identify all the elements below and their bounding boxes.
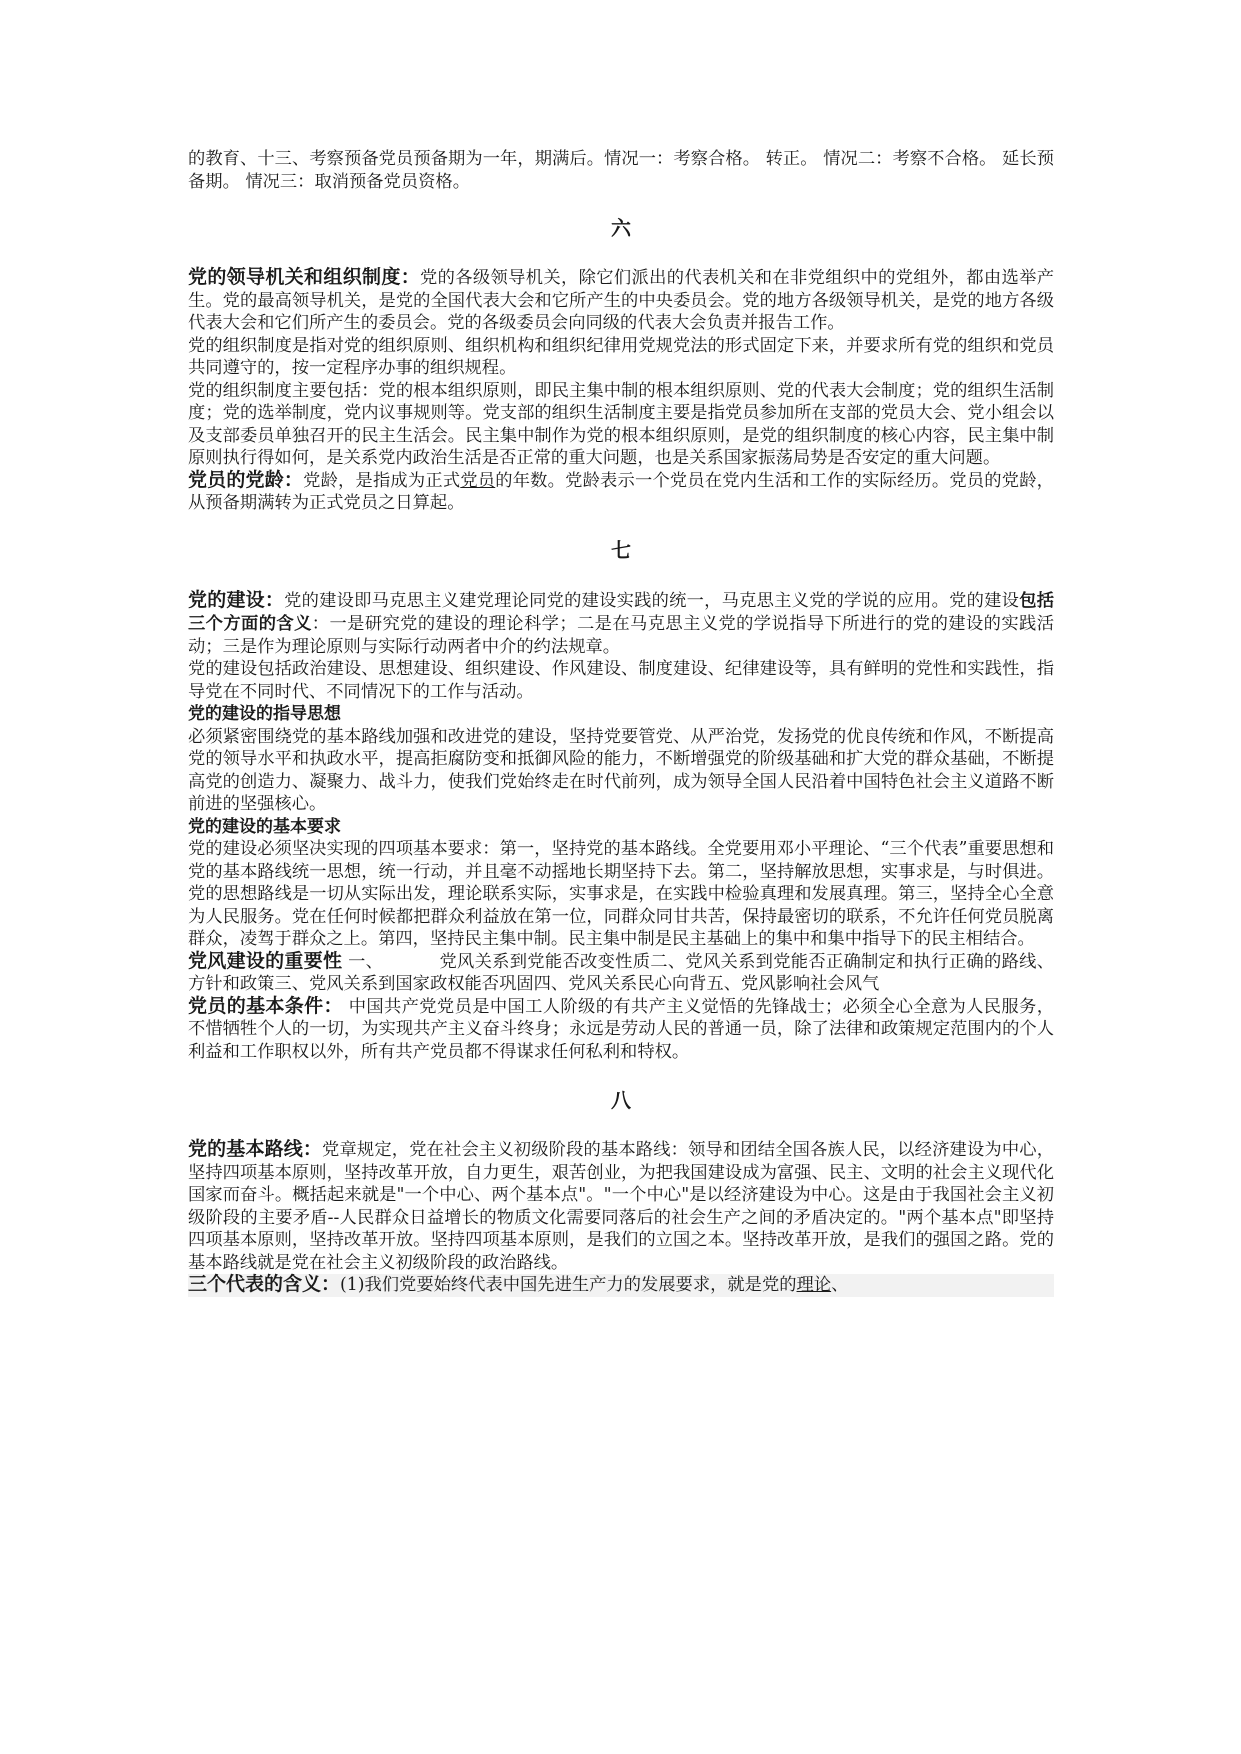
subheading-basic-requirements: 党的建设的基本要求	[188, 816, 341, 836]
subheading-guiding-thought: 党的建设的指导思想	[188, 704, 341, 723]
text-member-conditions: 中国共产党党员是中国工人阶级的有共产主义觉悟的先锋战士；必须全心全意为人民服务，不惜牺牲个人的一切，为实现共产主义奋斗终身；永远是劳动人民的普通一员，除了法律和政策规定范围内的个人利益和工作职权以外，所有共产党员都不得谋求任何私利和特权。	[188, 996, 1054, 1062]
paragraph-party-building-scope: 党的建设包括政治建设、思想建设、组织建设、作风建设、制度建设、纪律建设等，具有鲜明的党性和实践性，指导党在不同时代、不同情况下的工作与活动。	[188, 659, 1054, 702]
paragraph-basic-line	[188, 1139, 1054, 1274]
theory-link[interactable]: 理论	[796, 1275, 832, 1295]
paragraph-top: 的教育、十三、考察预备党员预备期为一年，期满后。情况一：考察合格。 转正。 情况二：考察不合格。 延长预备期。 情况三：取消预备党员资格。	[188, 149, 1054, 192]
party-member-link[interactable]: 党员	[460, 470, 496, 491]
section-heading-eight: 八	[611, 1090, 631, 1112]
paragraph-three-represents	[188, 1274, 1054, 1297]
paragraph-guiding-thought: 必须紧密围绕党的基本路线加强和改进党的建设，坚持党要管党、从严治党，发扬党的优良传统和作风，不断提高党的领导水平和执政水平，提高拒腐防变和抵御风险的能力，不断增强党的阶级基础和扩大党的群众基础，不断提高党的创造力、凝聚力、战斗力，使我们党始终走在时代前列，成为领导全国人民沿着中国特色社会主义道路不断前进的坚强核心。	[188, 726, 1054, 814]
term-leadership-organs: 党的领导机关和组织制度：	[188, 267, 421, 288]
paragraph-basic-requirements: 党的建设必须坚决实现的四项基本要求：第一，坚持党的基本路线。全党要用邓小平理论、“三个代表”重要思想和党的基本路线统一思想，统一行动，并且毫不动摇地长期坚持下去。第二，坚持解放思想，实事求是，与时俱进。党的思想路线是一切从实际出发，理论联系实际，实事求是，在实践中检验真理和发展真理。第三，坚持全心全意为人民服务。党在任何时候都把群众利益放在第一位，同群众同甘共苦，保持最密切的联系，不允许任何党员脱离群众，凌驾于群众之上。第四，坚持民主集中制。民主集中制是民主基础上的集中和集中指导下的民主相结合。	[188, 839, 1054, 949]
paragraph-member-conditions	[188, 996, 1054, 1064]
text-three-aspects: 包括三个方面的含义	[188, 589, 1054, 633]
text-party-age-a: 党龄，是指成为正式	[303, 470, 461, 491]
paragraph-party-style	[188, 951, 1054, 996]
paragraph-organization-system: 党的组织制度是指对党的组织原则、组织机构和组织纪律用党规党法的形式固定下来，并要求所有党的组织和党员共同遵守的，按一定程序办事的组织规程。	[188, 335, 1054, 378]
text-party-style: 党风关系到党能否改变性质二、党风关系到党能否正确制定和执行正确的路线、方针和政策三、党风关系到国家政权能否巩固四、党风关系民心向背五、党风影响社会风气	[188, 951, 1054, 994]
term-member-conditions: 党员的基本条件：	[188, 995, 343, 1017]
paragraph-organization-system-content: 党的组织制度主要包括：党的根本组织原则，即民主集中制的根本组织原则、党的代表大会制度；党的组织生活制度；党的选举制度，党内议事规则等。党支部的组织生活制度主要是指党员参加所在支部的党员大会、党小组会以及支部委员单独召开的民主生活会。民主集中制作为党的根本组织原则，是党的组织制度的核心内容，民主集中制原则执行得如何，是关系党内政治生活是否正常的重大问题，也是关系国家振荡局势是否安定的重大问题。	[188, 380, 1054, 468]
document-page	[188, 148, 1054, 1297]
paragraph-leadership-organs	[188, 267, 1054, 335]
term-three-represents: 三个代表的含义：	[188, 1274, 341, 1295]
text-party-building-a: 党的建设即马克思主义建党理论同党的建设实践的统一，马克思主义党的学说的应用。党的建设	[284, 590, 1020, 611]
section-heading-six: 六	[611, 218, 631, 240]
term-party-building: 党的建设：	[188, 589, 285, 611]
text-basic-line: 党章规定，党在社会主义初级阶段的基本路线：领导和团结全国各族人民，以经济建设为中心，坚持四项基本原则，坚持改革开放，自力更生，艰苦创业，为把我国建设成为富强、民主、文明的社会主义现代化国家而奋斗。概括起来就是"一个中心、两个基本点"。"一个中心"是以经济建设为中心。这是由于我国社会主义初级阶段的主要矛盾--人民群众日益增长的物质文化需要同落后的社会生产之间的矛盾决定的。"两个基本点"即坚持四项基本原则，坚持改革开放。坚持四项基本原则，是我们的立国之本。坚持改革开放，是我们的强国之路。党的基本路线就是党在社会主义初级阶段的政治路线。	[188, 1140, 1054, 1273]
text-leadership-organs: 党的各级领导机关，除它们派出的代表机关和在非党组织中的党组外，都由选举产生。党的最高领导机关，是党的全国代表大会和它所产生的中央委员会。党的地方各级领导机关，是党的地方各级代表大会和它们所产生的委员会。党的各级委员会向同级的代表大会负责并报告工作。	[188, 268, 1054, 333]
text-three-represents-a: (1)我们党要始终代表中国先进生产力的发展要求，就是党的	[340, 1275, 797, 1295]
section-heading-seven: 七	[611, 539, 631, 562]
paragraph-party-age	[188, 470, 1054, 515]
term-party-style: 党风建设的重要性	[188, 950, 343, 972]
paragraph-party-building	[188, 589, 1054, 659]
text-party-age-b: 的年数。党龄表示一个党员在党内生活和工作的实际经历。党员的党龄，从预备期满转为正式党员之日算起。	[188, 470, 1054, 513]
term-basic-line: 党的基本路线：	[188, 1139, 323, 1160]
text-party-building-b: ：一是研究党的建设的理论科学；二是在马克思主义党的学说指导下所进行的党的建设的实践活动；三是作为理论原则与实际行动两者中介的约法规章。	[188, 614, 1054, 657]
text-party-style-prefix: 一、	[348, 951, 384, 972]
term-party-age: 党员的党龄：	[188, 469, 304, 491]
text-three-represents-b: 、	[831, 1275, 849, 1295]
